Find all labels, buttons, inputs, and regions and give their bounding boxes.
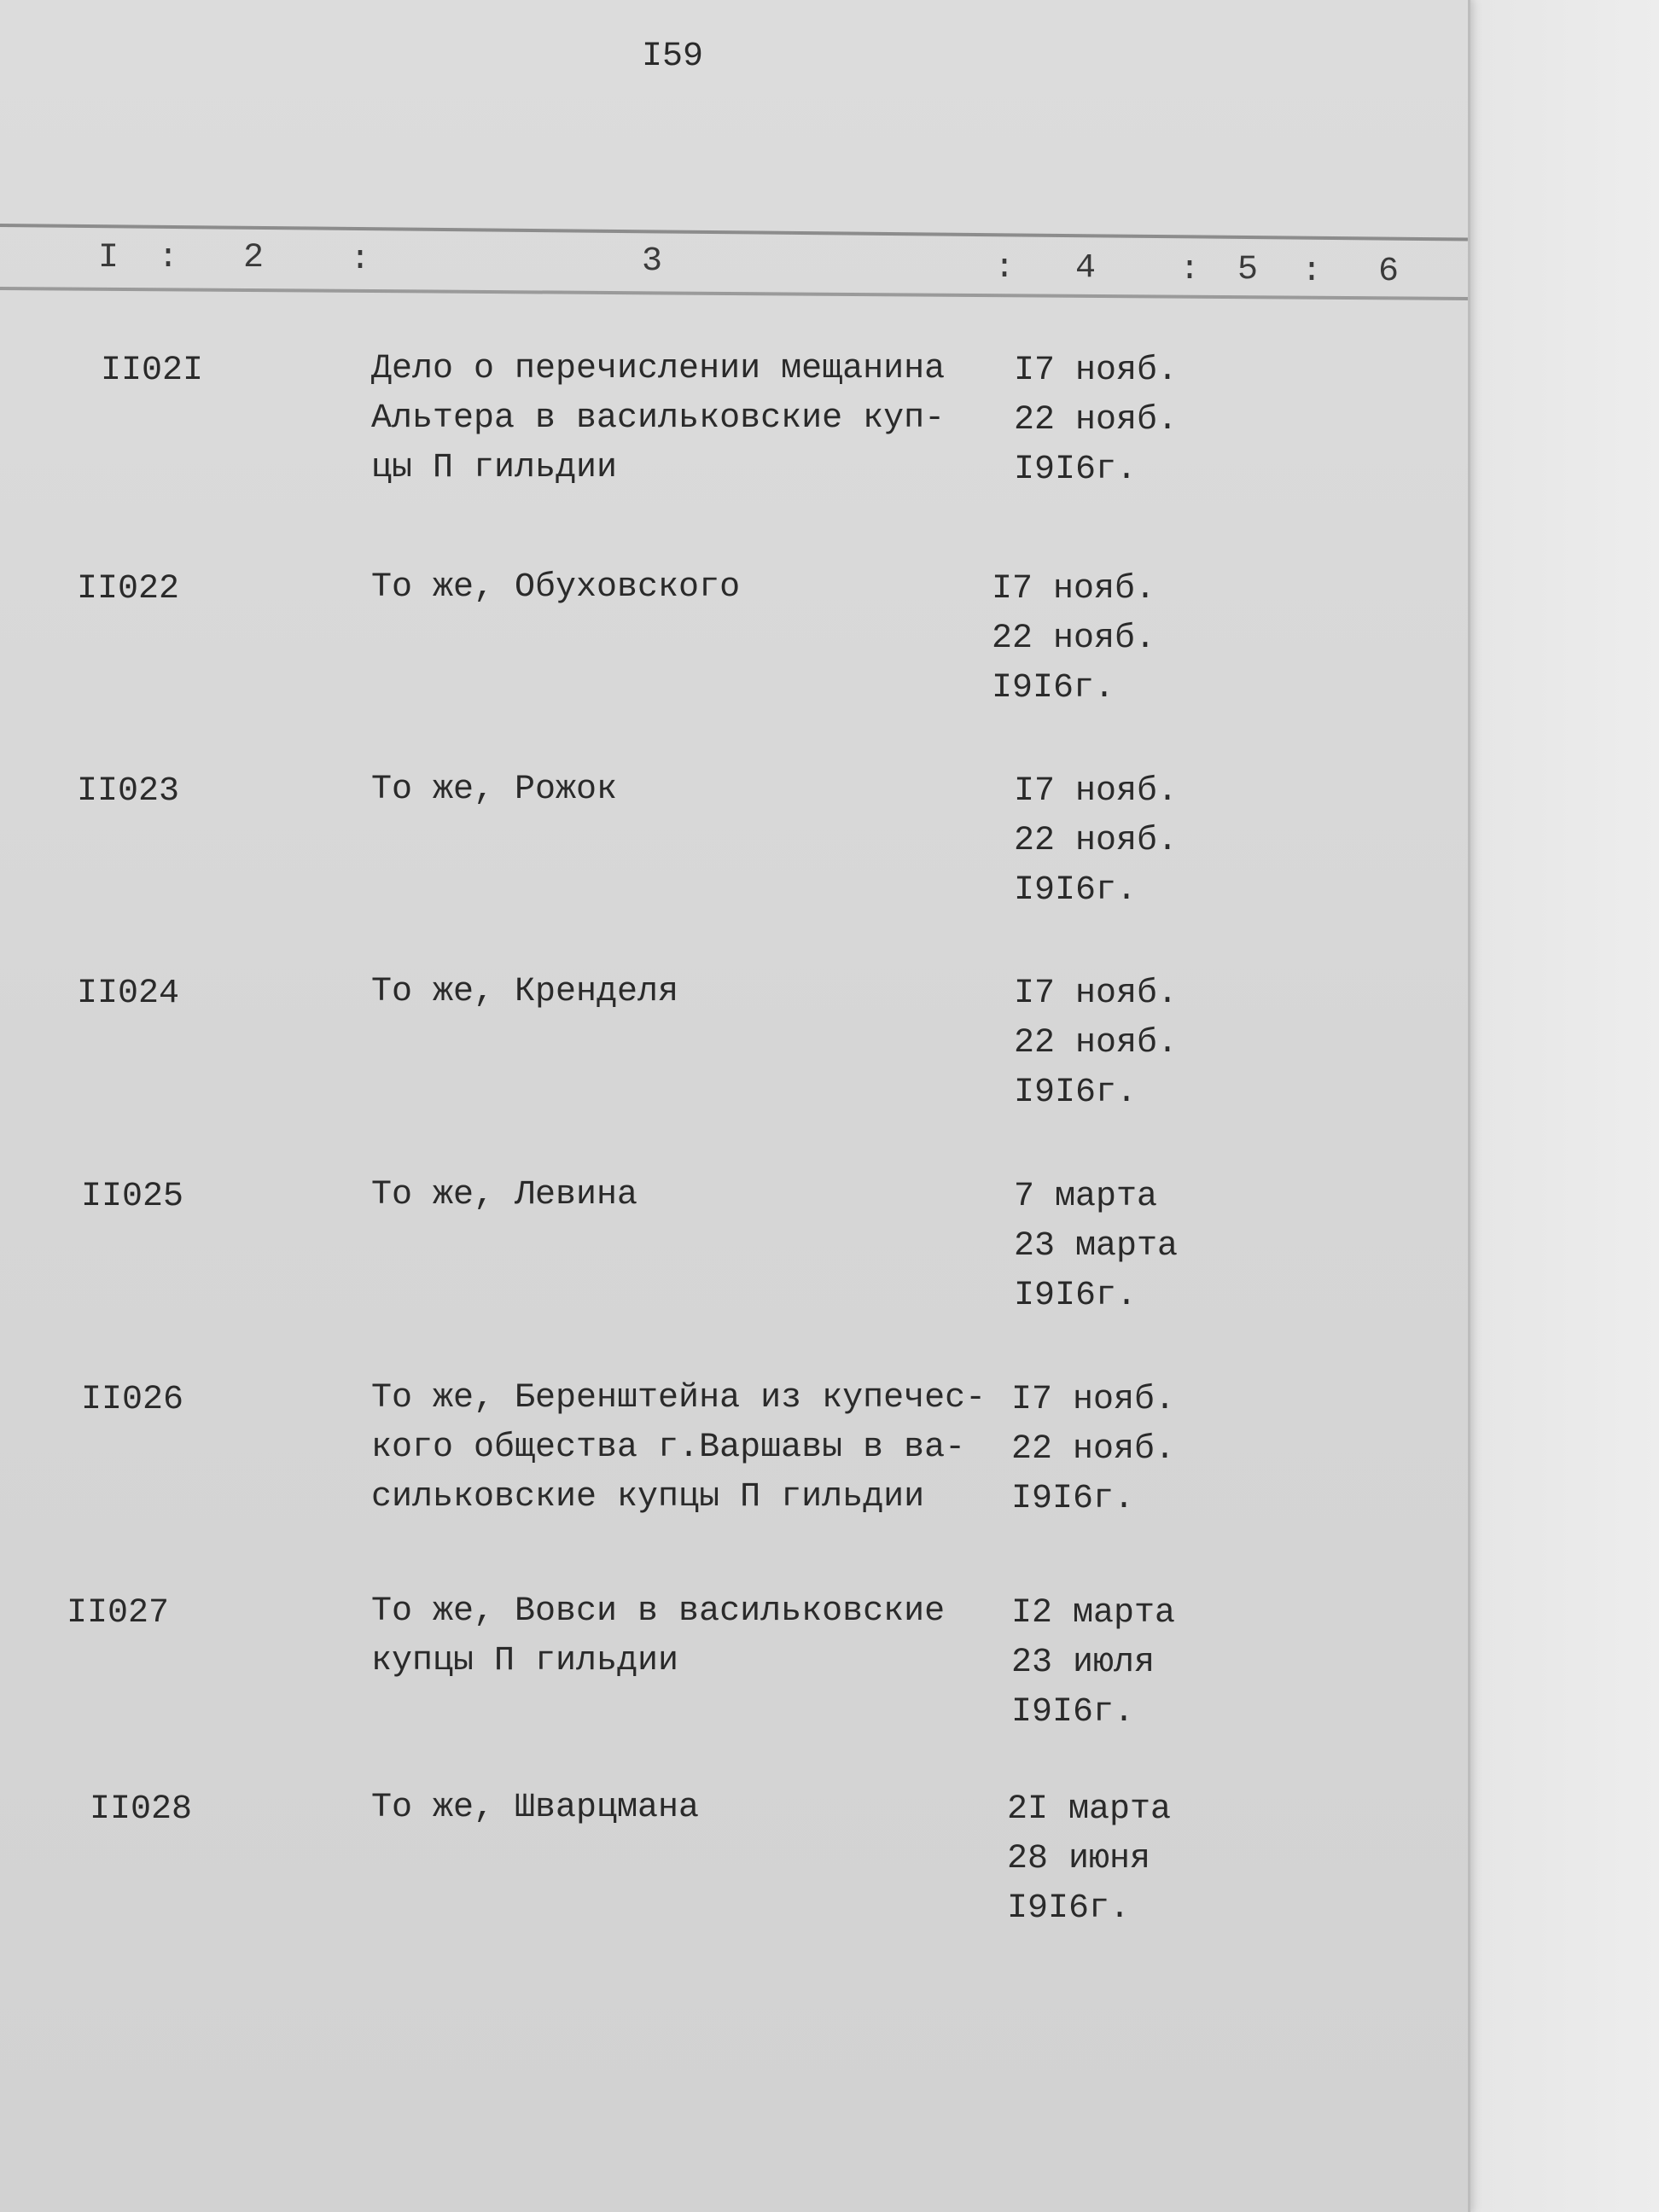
record-description	[371, 765, 617, 815]
description-line: То же, Левина	[371, 1176, 638, 1214]
date-line: 22 нояб.	[1011, 1430, 1176, 1469]
date-line: 28 июня	[1007, 1840, 1151, 1878]
date-line: I9I6г.	[1014, 1277, 1138, 1315]
description-line: То же, Обуховского	[371, 568, 741, 607]
description-line: цы П гильдии	[371, 449, 618, 487]
date-line: I7 нояб.	[992, 570, 1156, 608]
record-dates	[1014, 1173, 1178, 1321]
description-line: кого общества г.Варшавы в ва-	[371, 1429, 966, 1467]
date-line: I7 нояб.	[1014, 352, 1179, 390]
record-description	[371, 1374, 986, 1522]
date-line: 22 нояб.	[992, 620, 1156, 658]
record-dates	[1011, 1589, 1175, 1738]
column-separator: :	[1179, 251, 1201, 289]
record-number: II026	[81, 1381, 184, 1419]
column-header-5: 5	[1237, 251, 1259, 289]
record-number: II025	[81, 1178, 184, 1216]
record-dates	[1011, 1376, 1175, 1524]
date-line: 23 июля	[1011, 1644, 1155, 1682]
column-separator: :	[350, 241, 371, 279]
record-dates	[1014, 346, 1178, 495]
record-description	[371, 1171, 637, 1220]
record-description	[371, 563, 740, 613]
column-header-3: 3	[642, 242, 663, 281]
date-line: I7 нояб.	[1011, 1381, 1176, 1419]
description-line: Альтера в васильковские куп-	[371, 399, 946, 438]
record-description	[371, 1587, 945, 1686]
description-line: То же, Вовси в васильковские	[371, 1592, 946, 1631]
date-line: I9I6г.	[1011, 1693, 1135, 1732]
date-line: 22 нояб.	[1014, 1024, 1179, 1062]
date-line: 22 нояб.	[1014, 401, 1179, 439]
date-line: 23 марта	[1014, 1227, 1179, 1266]
record-number: II027	[67, 1594, 170, 1633]
description-line: То же, Беренштейна из купечес-	[371, 1379, 987, 1417]
description-line: Дело о перечислении мещанина	[371, 350, 946, 388]
record-number: II028	[90, 1790, 193, 1829]
date-line: I9I6г.	[1011, 1480, 1135, 1518]
record-dates	[1014, 969, 1178, 1118]
record-description	[371, 345, 945, 493]
date-line: I9I6г.	[1014, 451, 1138, 489]
column-separator: :	[1301, 253, 1323, 291]
description-line: То же, Рожок	[371, 771, 618, 809]
date-line: I9I6г.	[992, 669, 1115, 707]
record-number: II022	[77, 570, 180, 608]
page-number: I59	[642, 38, 704, 76]
description-line: То же, Кренделя	[371, 973, 679, 1011]
record-number: II02I	[101, 352, 204, 390]
record-number: II024	[77, 975, 180, 1013]
date-line: I9I6г.	[1014, 871, 1138, 910]
date-line: I7 нояб.	[1014, 975, 1179, 1013]
date-line: I7 нояб.	[1014, 772, 1179, 811]
date-line: I9I6г.	[1007, 1889, 1131, 1928]
record-description	[371, 1784, 699, 1833]
date-line: 22 нояб.	[1014, 822, 1179, 860]
record-dates	[1014, 767, 1178, 916]
column-separator: :	[994, 249, 1016, 288]
record-number: II023	[77, 772, 180, 811]
record-dates	[992, 565, 1155, 713]
column-header-1: I	[98, 239, 119, 277]
header-top-rule	[0, 224, 1468, 242]
record-dates	[1007, 1785, 1171, 1934]
description-line: сильковские купцы П гильдии	[371, 1478, 925, 1516]
date-line: I2 марта	[1011, 1594, 1176, 1633]
column-header-4: 4	[1075, 249, 1097, 288]
description-line: купцы П гильдии	[371, 1642, 679, 1680]
date-line: I9I6г.	[1014, 1074, 1138, 1112]
date-line: 2I марта	[1007, 1790, 1172, 1829]
column-header-6: 6	[1378, 253, 1400, 291]
column-separator: :	[158, 239, 179, 277]
record-description	[371, 968, 678, 1017]
date-line: 7 марта	[1014, 1178, 1158, 1216]
description-line: То же, Шварцмана	[371, 1789, 700, 1827]
column-header-2: 2	[243, 239, 265, 277]
